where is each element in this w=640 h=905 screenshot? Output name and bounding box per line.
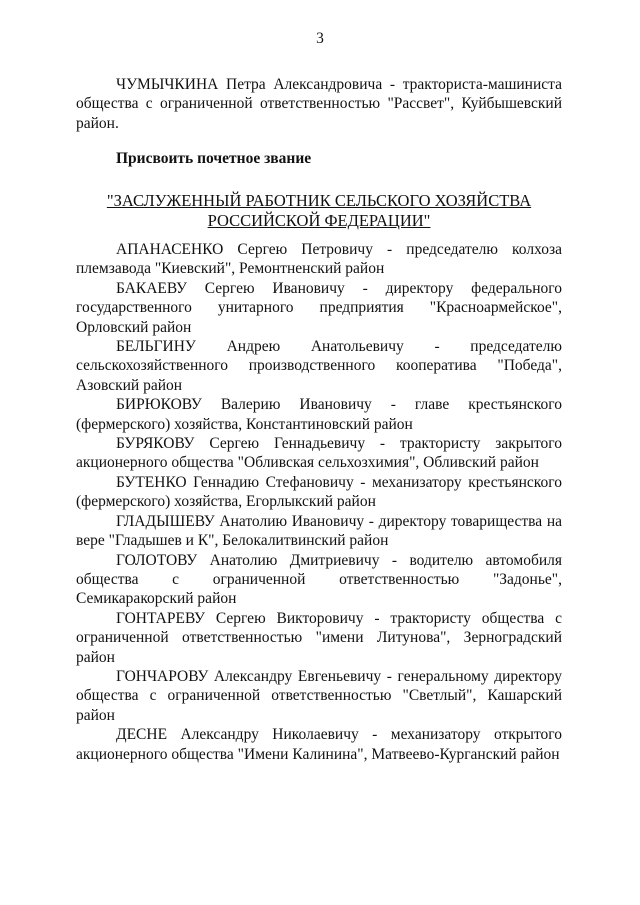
intro-block <box>76 75 562 133</box>
awardee-entry: БАКАЕВУ Сергею Ивановичу - директору федерального государственного унитарного предприятия "Красноармейское", Орловский район <box>76 279 562 336</box>
page-number: 3 <box>316 30 324 47</box>
section-heading: Присвоить почетное звание <box>116 150 312 167</box>
awardee-entry: БИРЮКОВУ Валерию Ивановичу - главе крестьянского (фермерского) хозяйства, Константиновский район <box>76 396 562 433</box>
intro-paragraph: ЧУМЫЧКИНА Петра Александровича - тракториста-машиниста общества с ограниченной ответственностью "Рассвет", Куйбышевский район. <box>76 76 562 132</box>
awardee-entry: ГОНЧАРОВУ Александру Евгеньевичу - генеральному директору общества с ограниченной ответственностью "Светлый", Кашарский район <box>76 667 562 724</box>
honorary-title <box>76 191 562 231</box>
awardee-entry: АПАНАСЕНКО Сергею Петровичу - председателю колхоза племзавода "Киевский", Ремонтненский район <box>76 241 562 278</box>
honorary-title-line-1: "ЗАСЛУЖЕННЫЙ РАБОТНИК СЕЛЬСКОГО ХОЗЯЙСТВА <box>106 191 532 210</box>
awardee-entry: БЕЛЬГИНУ Андрею Анатольевичу - председателю сельскохозяйственного производственного кооператива "Победа", Азовский район <box>76 338 562 394</box>
awardee-entry: ГОЛОТОВУ Анатолию Дмитриевичу - водителю автомобиля общества с ограниченной ответственностью "Задонье", Семикаракорский район <box>76 551 562 608</box>
honorary-title-line-2: РОССИЙСКОЙ ФЕДЕРАЦИИ" <box>207 211 431 230</box>
awardee-entry: ГОНТАРЕВУ Сергею Викторовичу - трактористу общества с ограниченной ответственностью "имени Литунова", Зерноградский район <box>76 609 562 666</box>
awardee-entry: ГЛАДЫШЕВУ Анатолию Ивановичу - директору товарищества на вере "Гладышев и К", Белокалитвинский район <box>76 512 562 550</box>
awardee-entry: ДЕСНЕ Александру Николаевичу - механизатору открытого акционерного общества "Имени Калинина", Матвеево-Курганский район <box>76 726 562 763</box>
awardee-list <box>76 240 562 764</box>
awardee-entry: БУТЕНКО Геннадию Стефановичу - механизатору крестьянского (фермерского) хозяйства, Егорлыкский район <box>76 473 562 511</box>
awardee-entry: БУРЯКОВУ Сергею Геннадьевичу - трактористу закрытого акционерного общества "Обливская сельхозхимия", Обливский район <box>76 435 562 472</box>
